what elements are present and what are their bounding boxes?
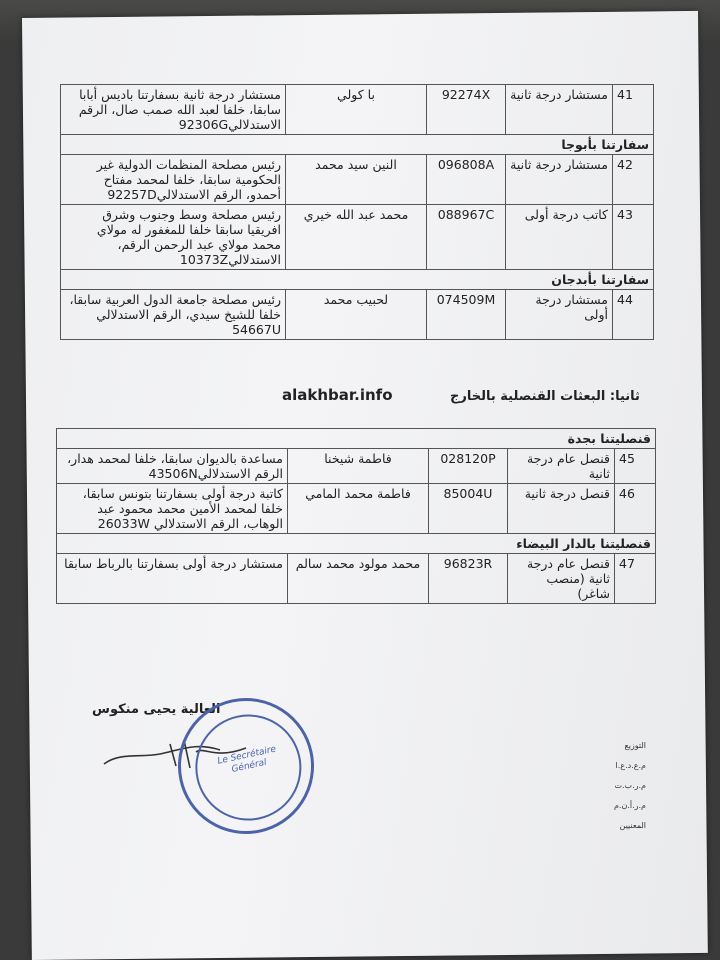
previous-position-cell: رئيس مصلحة المنظمات الدولية غير الحكومية سابقا، خلفا لمحمد مفتاح أحمدو، الرقم الاستدلالي92257D — [61, 155, 286, 205]
rank-cell: مستشار درجة أولى — [506, 290, 613, 340]
rank-cell: قنصل درجة ثانية — [508, 484, 615, 534]
section-title: قنصليتنا بجدة — [57, 429, 656, 449]
employee-id-cell: 85004U — [429, 484, 508, 534]
employee-id-cell: 088967C — [427, 205, 506, 270]
rank-cell: مستشار درجة ثانية — [506, 85, 613, 135]
employee-name-cell: با كولي — [286, 85, 427, 135]
employee-id-cell: 074509M — [427, 290, 506, 340]
section-title: سفارتنا بأبوجا — [61, 135, 654, 155]
table-row — [61, 155, 654, 205]
row-number-cell: 41 — [613, 85, 654, 135]
employee-id-cell: 96823R — [429, 554, 508, 604]
previous-position-cell: رئيس مصلحة وسط وجنوب وشرق افريقيا سابقا خلفا للمغفور له مولاي محمد مولاي عبد الرحمن الرقم، الاستدلالي10373Z — [61, 205, 286, 270]
consular-section-heading: ثانيا: البعثات القنصلية بالخارج — [450, 389, 640, 404]
distribution-line: م.ر.ب.ت — [614, 781, 646, 790]
section-row — [57, 429, 656, 449]
employee-id-cell: 92274X — [427, 85, 506, 135]
row-number-cell: 47 — [615, 554, 656, 604]
employee-name-cell: لحبيب محمد — [286, 290, 427, 340]
previous-position-cell: مستشار درجة أولى بسفارتنا بالرباط سابقا — [57, 554, 288, 604]
rank-cell: قنصل عام درجة ثانية — [508, 449, 615, 484]
rank-cell: قنصل عام درجة ثانية (منصب شاغر) — [508, 554, 615, 604]
employee-name-cell: فاطمة محمد المامي — [288, 484, 429, 534]
row-number-cell: 46 — [615, 484, 656, 534]
row-number-cell: 42 — [613, 155, 654, 205]
distribution-list — [586, 736, 646, 836]
distribution-title: التوزيع — [624, 741, 646, 750]
appointments-table-consulates — [56, 428, 656, 604]
section-title: قنصليتنا بالدار البيضاء — [57, 534, 656, 554]
previous-position-cell: مستشار درجة ثانية بسفارتنا باديس أبابا سابقا، خلفا لعبد الله صمب صال، الرقم الاستدلالي92306G — [61, 85, 286, 135]
employee-name-cell: النين سيد محمد — [286, 155, 427, 205]
previous-position-cell: رئيس مصلحة جامعة الدول العربية سابقا، خلفا للشيخ سيدي، الرقم الاستدلالي 54667U — [61, 290, 286, 340]
appointments-table-embassies — [60, 84, 654, 340]
employee-id-cell: 096808A — [427, 155, 506, 205]
employee-name-cell: فاطمة شيخنا — [288, 449, 429, 484]
section-row — [57, 534, 656, 554]
row-number-cell: 44 — [613, 290, 654, 340]
employee-id-cell: 028120P — [429, 449, 508, 484]
rank-cell: كاتب درجة أولى — [506, 205, 613, 270]
distribution-line: م.ر.أ.ن.م — [613, 801, 646, 810]
seal-text: Le Secrétaire Général — [216, 744, 278, 775]
table-row — [61, 205, 654, 270]
distribution-line: المعنيين — [619, 821, 646, 830]
employee-name-cell: محمد مولود محمد سالم — [288, 554, 429, 604]
section-row — [61, 270, 654, 290]
row-number-cell: 43 — [613, 205, 654, 270]
table-row — [61, 85, 654, 135]
previous-position-cell: كاتبة درجة أولى بسفارتنا بتونس سابقا، خلفا لمحمد الأمين محمد محمود عبد الوهاب، الرقم الاستدلالي 26033W — [57, 484, 288, 534]
signer-name: العالية يحيى منكوس — [92, 702, 221, 717]
site-watermark: alakhbar.info — [282, 386, 393, 404]
section-title: سفارتنا بأبدجان — [61, 270, 654, 290]
previous-position-cell: مساعدة بالديوان سابقا، خلفا لمحمد هدار، الرقم الاستدلالي43506N — [57, 449, 288, 484]
employee-name-cell: محمد عبد الله خيري — [286, 205, 427, 270]
section-row — [61, 135, 654, 155]
rank-cell: مستشار درجة ثانية — [506, 155, 613, 205]
distribution-line: م.ع.د.ع.ا — [615, 761, 646, 770]
table-row — [57, 484, 656, 534]
table-row — [57, 554, 656, 604]
table-row — [61, 290, 654, 340]
table-row — [57, 449, 656, 484]
row-number-cell: 45 — [615, 449, 656, 484]
